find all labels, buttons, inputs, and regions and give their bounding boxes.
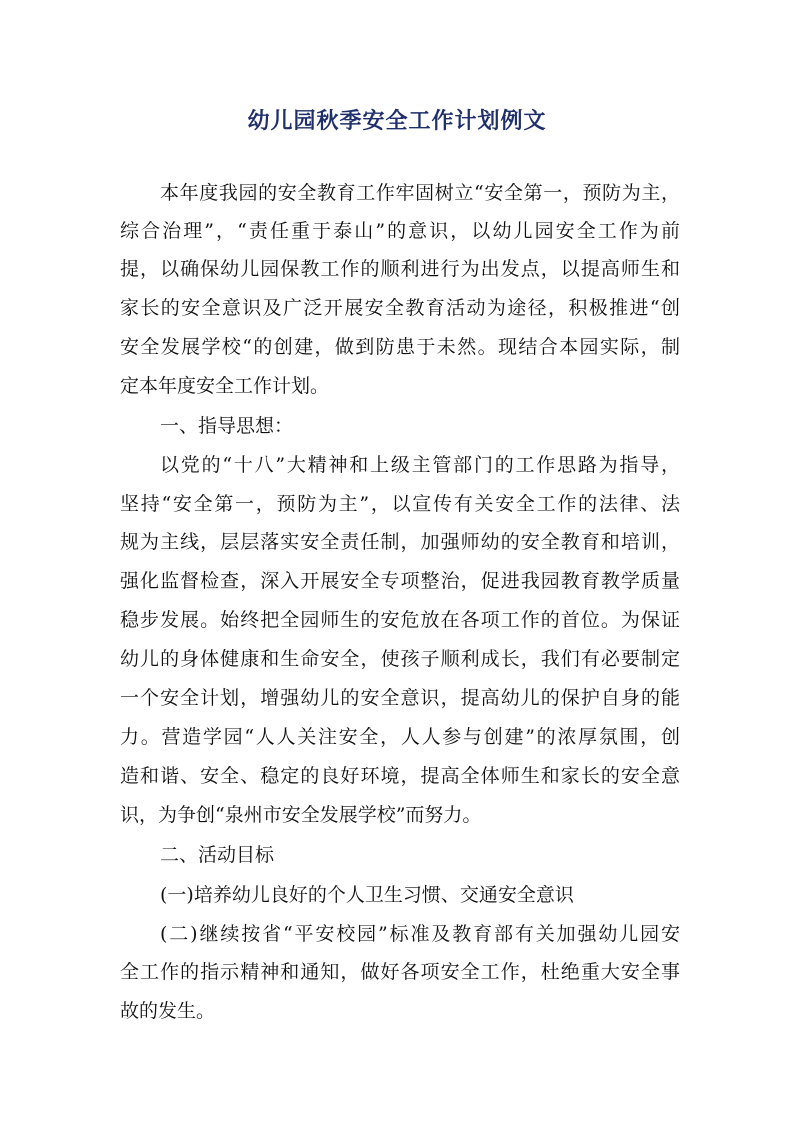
paragraph-line: 规为主线，层层落实安全责任制，加强师幼的安全教育和培训， bbox=[120, 531, 680, 553]
paragraph-line: 本年度我园的安全教育工作牢固树立“安全第一，预防为主， bbox=[160, 182, 680, 204]
paragraph-line: 幼儿的身体健康和生命安全，使孩子顺利成长，我们有必要制定 bbox=[120, 648, 680, 670]
paragraph-line: 提，以确保幼儿园保教工作的顺利进行为出发点，以提高师生和 bbox=[120, 258, 680, 280]
paragraph-line: 全工作的指示精神和通知，做好各项安全工作，杜绝重大安全事 bbox=[120, 961, 680, 983]
list-item: (一)培养幼儿良好的个人卫生习惯、交通安全意识 bbox=[160, 884, 574, 906]
paragraph-line: 家长的安全意识及广泛开展安全教育活动为途径，积极推进“创 bbox=[120, 297, 680, 319]
paragraph-line: 综合治理”，“责任重于泰山”的意识，以幼儿园安全工作为前 bbox=[120, 220, 680, 242]
paragraph-line: 以党的“十八”大精神和上级主管部门的工作思路为指导， bbox=[160, 454, 680, 476]
paragraph-line: 坚持“安全第一，预防为主”，以宣传有关安全工作的法律、法 bbox=[120, 493, 680, 515]
section-heading: 一、指导思想： bbox=[160, 415, 294, 437]
paragraph-line: 稳步发展。始终把全园师生的安危放在各项工作的首位。为保证 bbox=[120, 609, 680, 631]
list-item: (二)继续按省“平安校园”标准及教育部有关加强幼儿园安 bbox=[160, 923, 680, 945]
paragraph-line: 强化监督检查，深入开展安全专项整治，促进我园教育教学质量 bbox=[120, 570, 680, 592]
paragraph-line: 安全发展学校“的创建，做到防患于未然。现结合本园实际，制 bbox=[120, 336, 680, 358]
paragraph-line: 造和谐、安全、稳定的良好环境，提高全体师生和家长的安全意 bbox=[120, 765, 680, 787]
paragraph-line: 定本年度安全工作计划。 bbox=[120, 375, 330, 397]
paragraph-line: 识，为争创“泉州市安全发展学校”而努力。 bbox=[120, 804, 482, 826]
document-title: 幼儿园秋季安全工作计划例文 bbox=[247, 108, 547, 134]
section-heading: 二、活动目标 bbox=[160, 844, 275, 866]
paragraph-line: 一个安全计划，增强幼儿的安全意识，提高幼儿的保护自身的能 bbox=[120, 687, 680, 709]
paragraph-line: 故的发生。 bbox=[120, 1000, 216, 1022]
paragraph-line: 力。营造学园“人人关注安全，人人参与创建”的浓厚氛围，创 bbox=[120, 726, 680, 748]
